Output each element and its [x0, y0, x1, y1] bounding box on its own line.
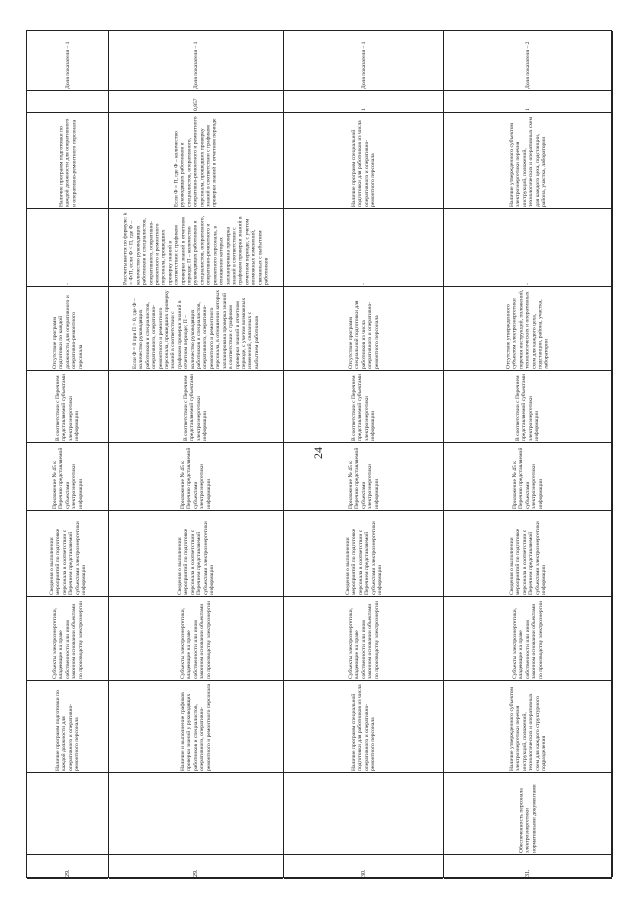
cell-text: В соответствии с Перечнем представляемой субъектами электроэнергетики информации — [515, 373, 541, 441]
cell-text: Наличие и выполнение графиков проверки знаний у руководящих работников и специалистов, оперативного, оперативно-ремонтного и ремонтного персонала — [179, 683, 212, 771]
cell-c4 — [27, 511, 108, 597]
cell-c6 — [444, 371, 612, 443]
cell-text: Наличие программ специальной подготовки для работников из числа оперативного и оперативно-ремонтного персонала — [350, 119, 376, 207]
cell-c7 — [27, 287, 108, 371]
cell-c8 — [27, 209, 108, 287]
cell-c6 — [284, 371, 443, 443]
cell-num — [109, 855, 283, 879]
cell-text: В соответствии с Перечнем представляемой субъектами электроэнергетики информации — [183, 373, 209, 441]
cell-c1 — [284, 773, 443, 855]
cell-text: Субъекты электроэнергетики, владеющие на праве собственности или ином законном основании объектами по производству электроэнергии — [347, 600, 380, 679]
cell-text: Сведения о выполнении мероприятий по подготовке персонала в соответствии с Перечнем представляемой субъектами электроэнергетики информации — [48, 520, 87, 595]
cell-text: Наличие программ подготовки по каждой должности для оперативного и оперативно-ремонтного персонала — [54, 689, 80, 771]
cell-text: - — [64, 282, 71, 285]
cell-text: Сведения о выполнении мероприятий по подготовке персонала в соответствии с Перечнем представляемой субъектами электроэнергетики информации — [176, 520, 215, 595]
cell-text: Сведения о выполнении мероприятий по подготовке персонала в соответствии с Перечнем представляемой субъектами электроэнергетики информации — [508, 520, 547, 595]
cell-c4 — [444, 511, 612, 597]
cell-c8 — [444, 209, 612, 287]
cell-text: Субъекты электроэнергетики, владеющие на праве собственности или ином законном основании объектами по производству электроэнергии — [179, 600, 212, 679]
cell-c9 — [444, 113, 612, 209]
cell-c7 — [444, 287, 612, 371]
table-row — [444, 31, 613, 877]
cell-c4 — [109, 511, 283, 597]
cell-text: Обеспеченность персонала электроэнергетики нормативными документами — [518, 783, 538, 853]
cell-text: Наличие утвержденного субъектом электроэнергетики перечня инструкций, положений, технологических и оперативных схем для каждого структурного подразделения — [508, 686, 547, 771]
table-row — [27, 31, 109, 877]
cell-c1 — [27, 773, 108, 855]
cell-c2 — [284, 681, 443, 773]
cell-text: Отсутствие программ специальной подготовки для работников из числа оперативного и оперативно-ремонтного персонала — [347, 300, 380, 369]
cell-c5 — [284, 443, 443, 511]
cell-c4 — [284, 511, 443, 597]
cell-text: В соответствии с Перечнем представляемой субъектами электроэнергетики информации — [350, 373, 376, 441]
cell-c11 — [444, 31, 612, 91]
cell-c10 — [284, 91, 443, 113]
cell-text: Отсутствие программ подготовки по каждой должности для оперативного и оперативно-ремонтного персонала — [51, 294, 84, 369]
cell-text: Рассчитывается по формуле: k = Ф/П, если Ф < П, где Ф – количество руководящих работников и специалистов, оперативного, оперативно-ремонтного и ремонтного персонала, прошедших проверку знаний в соответствии с графиком проверки знаний в отчетном периоде; П – количество руководящих работников и специалистов, оперативного, оперативно-ремонтного и ремонтного персонала, в отношении которых запланирована проверка знаний в соответствии с графиком проверки знаний в отчетном периоде, с учетом возможных изменений, связанных с выбытием работников — [122, 212, 270, 285]
cell-text: Наличие программ специальной подготовки для работников из числа оперативного и оперативно-ремонтного персонала — [350, 683, 376, 771]
cell-text: Доля показателя – 1 — [192, 41, 199, 89]
cell-text: Отсутствие утвержденного субъектом электроэнергетики перечня инструкций, положений, технологических и оперативных схем для каждого цеха, подстанции, района, участка, лаборатории — [505, 289, 551, 369]
cell-c8 — [109, 209, 283, 287]
cell-text: 1 — [360, 107, 367, 111]
cell-text: 29. — [192, 869, 199, 877]
cell-num — [284, 855, 443, 879]
cell-text: Доля показателя – 1 — [360, 41, 367, 89]
cell-text: Приложение № 45 к Перечню представляемой субъектами электроэнергетики информации — [511, 447, 544, 509]
cell-c10 — [109, 91, 283, 113]
cell-text: Доля показателя – 1 — [64, 41, 71, 89]
cell-c10 — [27, 91, 108, 113]
cell-text: 1 — [524, 107, 531, 111]
cell-text: Если Ф = П, где Ф – количество руководящих работников и специалистов, оперативного, оперативно-ремонтного и ремонтного персонала, прошедших проверку знаний в соответствии с графиком проверки знаний в отчетном периоде — [173, 115, 219, 207]
cell-text: Доля показателя – 2 — [524, 41, 531, 89]
cell-text: Если Ф = 0 при П > 0, где Ф – количество руководящих работников и специалистов, оперативного, оперативно-ремонтного и ремонтного персонала, прошедших проверку знаний в соответствии с графиком проверки знаний в отчетном периоде; П – количество руководящих работников и специалистов, оперативного, оперативно-ремонтного и ремонтного персонала, в отношении которых запланирована проверка знаний в соответствии с графиком проверки знаний в отчетном периоде, с учетом возможных изменений, связанных с выбытием работников — [131, 289, 260, 369]
cell-c10 — [444, 91, 612, 113]
cell-text: 0,857 — [192, 97, 199, 111]
cell-text: Наличие программ подготовки по каждой должности для оперативного и оперативно-ремонтного персонала — [57, 118, 77, 207]
cell-c5 — [109, 443, 283, 511]
indicator-table — [26, 30, 612, 878]
cell-c3 — [444, 597, 612, 681]
cell-c9 — [109, 113, 283, 209]
cell-c7 — [284, 287, 443, 371]
cell-text: Сведения о выполнении мероприятий по подготовке персонала в соответствии с Перечнем представляемой субъектами электроэнергетики информации — [344, 520, 383, 595]
page-number: 24 — [311, 447, 325, 459]
cell-text: Субъекты электроэнергетики, владеющие на праве собственности или ином законном основании объектами по производству электроэнергии — [51, 600, 84, 679]
cell-c3 — [284, 597, 443, 681]
table-row — [109, 31, 284, 877]
cell-text: - — [524, 282, 531, 285]
cell-c1 — [109, 773, 283, 855]
cell-text: 30. — [360, 869, 367, 877]
cell-c11 — [27, 31, 108, 91]
cell-c3 — [109, 597, 283, 681]
table-row — [284, 31, 444, 877]
cell-c6 — [27, 371, 108, 443]
cell-c3 — [27, 597, 108, 681]
cell-text: Приложение № 45 к Перечню представляемой субъектами электроэнергетики информации — [51, 447, 84, 509]
cell-text: Субъекты электроэнергетики, владеющие на праве собственности или ином законном основании объектами по производству электроэнергии — [511, 600, 544, 679]
cell-text: Приложение № 45 к Перечню представляемой субъектами электроэнергетики информации — [347, 447, 380, 509]
cell-text: - — [360, 282, 367, 285]
cell-c5 — [27, 443, 108, 511]
cell-num — [444, 855, 612, 879]
cell-c11 — [109, 31, 283, 91]
cell-text: В соответствии с Перечнем представляемой субъектами электроэнергетики информации — [54, 373, 80, 441]
cell-c6 — [109, 371, 283, 443]
cell-c1 — [444, 773, 612, 855]
cell-c9 — [284, 113, 443, 209]
cell-text: 29. — [64, 869, 71, 877]
cell-text: 31. — [524, 869, 531, 877]
cell-num — [27, 855, 108, 879]
cell-c11 — [284, 31, 443, 91]
cell-c2 — [109, 681, 283, 773]
cell-text: Наличие утвержденного субъектом электроэнергетики перечня инструкций, положений, технологических и оперативных схем для каждого цеха, подстанции, района, участка, лаборатории — [508, 116, 547, 207]
cell-c8 — [284, 209, 443, 287]
cell-c9 — [27, 113, 108, 209]
cell-c7 — [109, 287, 283, 371]
cell-c2 — [444, 681, 612, 773]
cell-c2 — [27, 681, 108, 773]
cell-text: Приложение № 45 к Перечню представляемой субъектами электроэнергетики информации — [179, 447, 212, 509]
cell-c5 — [444, 443, 612, 511]
